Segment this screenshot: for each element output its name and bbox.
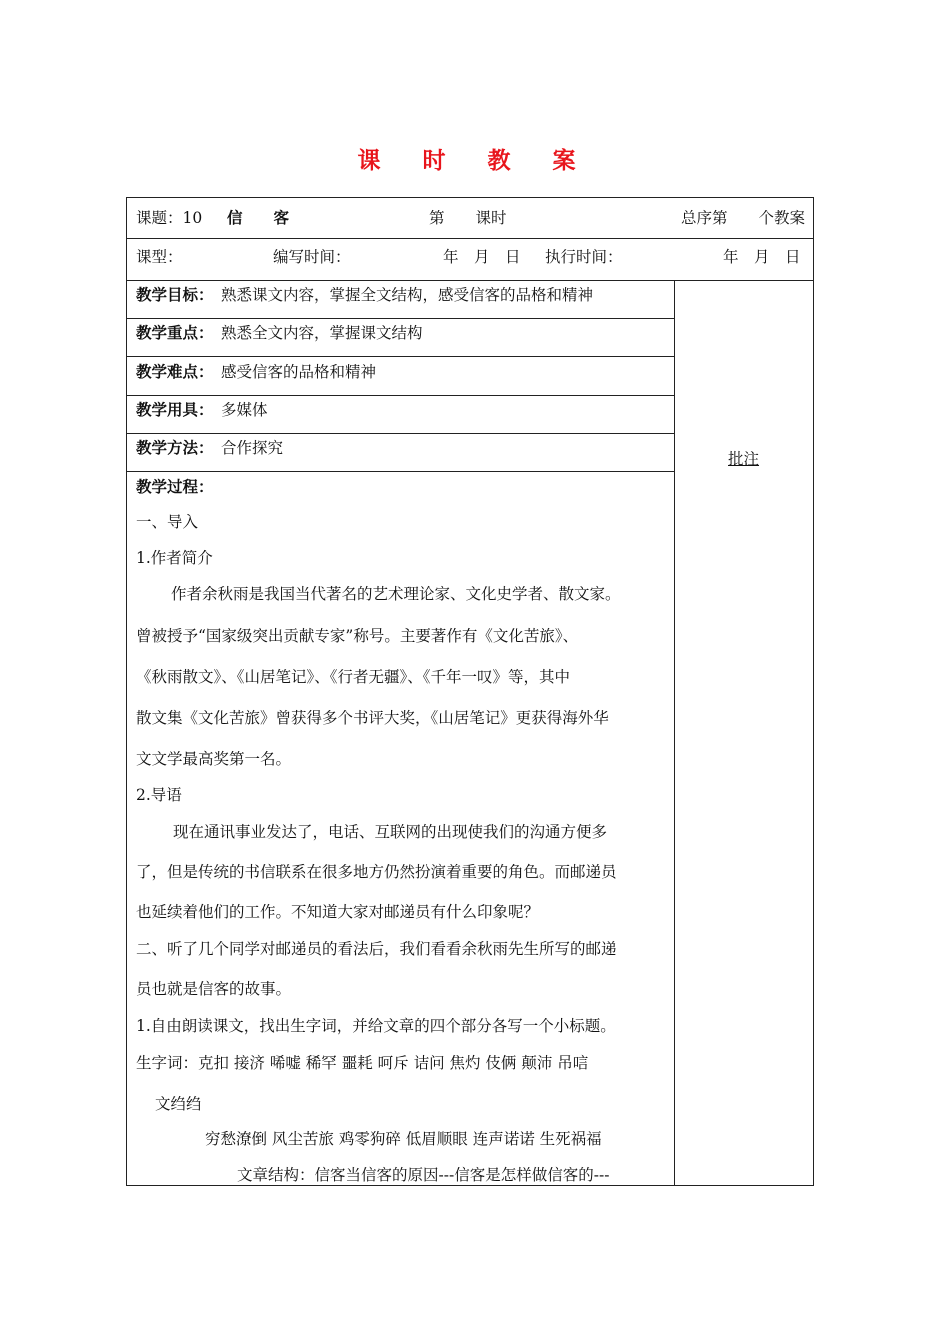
annotation-label: 批注 xyxy=(728,450,760,468)
author-paragraph-line: 散文集《文化苦旅》曾获得多个书评大奖，《山居笔记》更获得海外华 xyxy=(136,709,609,727)
goal-value: 熟悉课文内容，掌握全文结构，感受信客的品格和精神 xyxy=(221,286,594,304)
topic-label: 课题：10 xyxy=(136,209,203,227)
row-divider xyxy=(127,395,674,396)
tools-label: 教学用具： xyxy=(136,401,214,419)
author-paragraph-line: 文文学最高奖第一名。 xyxy=(136,750,292,768)
author-paragraph-line: 作者余秋雨是我国当代著名的艺术理论家、文化史学者、散文家。 xyxy=(171,585,621,603)
process-heading: 教学过程： xyxy=(136,478,214,496)
topic-name: 信 客 xyxy=(227,209,290,227)
row-divider xyxy=(127,471,674,472)
annotation-column-divider xyxy=(674,280,675,1185)
lead-in-paragraph-line: 现在通讯事业发达了，电话、互联网的出现使我们的沟通方便多 xyxy=(173,823,608,841)
write-date: 年 月 日 xyxy=(443,248,521,266)
page-title: 课 时 教 案 xyxy=(357,148,593,174)
lead-in-paragraph-line: 了，但是传统的书信联系在很多地方仍然扮演着重要的角色。而邮递员 xyxy=(136,863,617,881)
row-divider xyxy=(127,280,813,281)
exec-time-label: 执行时间： xyxy=(545,248,623,266)
method-label: 教学方法： xyxy=(136,439,214,457)
total-sequence-label: 总序第 个教案 xyxy=(681,209,806,227)
vocabulary-idioms: 穷愁潦倒 风尘苦旅 鸡零狗碎 低眉顺眼 连声诺诺 生死祸福 xyxy=(205,1130,602,1148)
lesson-plan-table xyxy=(126,197,814,1186)
section-two-line: 二、听了几个同学对邮递员的看法后，我们看看余秋雨先生所写的邮递 xyxy=(136,940,617,958)
goal-label: 教学目标： xyxy=(136,286,214,304)
subsection-lead-in: 2.导语 xyxy=(136,786,182,804)
task-reading: 1.自由朗读课文，找出生字词，并给文章的四个部分各写一个小标题。 xyxy=(136,1017,616,1035)
author-paragraph-line: 曾被授予“国家级突出贡献专家”称号。主要著作有《文化苦旅》、 xyxy=(136,627,579,645)
lead-in-paragraph-line: 也延续着他们的工作。不知道大家对邮递员有什么印象呢？ xyxy=(136,903,540,921)
write-time-label: 编写时间： xyxy=(273,248,351,266)
key-point-value: 熟悉全文内容，掌握课文结构 xyxy=(221,324,423,342)
exec-date: 年 月 日 xyxy=(723,248,801,266)
row-divider xyxy=(127,433,674,434)
section-two-line: 员也就是信客的故事。 xyxy=(136,980,292,998)
vocabulary-line: 文绉绉 xyxy=(155,1095,202,1113)
row-divider xyxy=(127,318,674,319)
lesson-type-label: 课型： xyxy=(136,248,183,266)
subsection-author: 1.作者简介 xyxy=(136,549,213,567)
section-intro: 一、导入 xyxy=(136,513,199,531)
structure-line: 文章结构：信客当信客的原因---信客是怎样做信客的--- xyxy=(237,1166,610,1184)
key-point-label: 教学重点： xyxy=(136,324,214,342)
difficulty-label: 教学难点： xyxy=(136,363,214,381)
author-paragraph-line: 《秋雨散文》、《山居笔记》、《行者无疆》、《千年一叹》等，其中 xyxy=(136,668,571,686)
vocabulary-line: 生字词：克扣 接济 唏嘘 稀罕 噩耗 呵斥 诘问 焦灼 伎俩 颠沛 吊唁 xyxy=(136,1054,589,1072)
row-divider xyxy=(127,238,813,239)
difficulty-value: 感受信客的品格和精神 xyxy=(221,363,377,381)
lesson-number-label: 第 课时 xyxy=(429,209,507,227)
tools-value: 多媒体 xyxy=(221,401,268,419)
method-value: 合作探究 xyxy=(221,439,284,457)
row-divider xyxy=(127,356,674,357)
